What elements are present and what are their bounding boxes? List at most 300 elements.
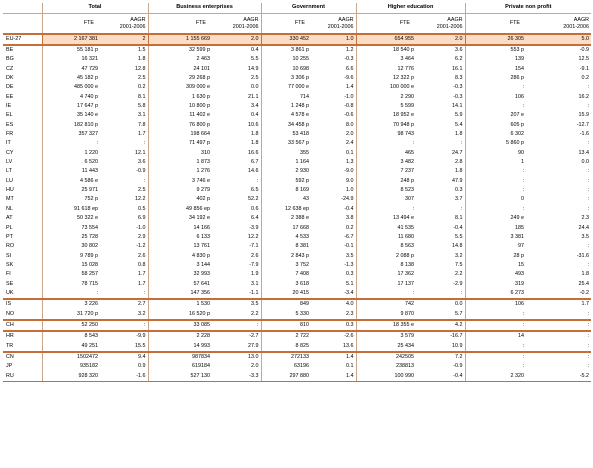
aagr-cell: 0.4 (251, 112, 259, 119)
aagr-cell: -0.9 (136, 168, 146, 175)
fte-cell: 4 533 (261, 233, 311, 242)
aagr-cell: : (526, 320, 591, 331)
aagr-cell: 3.6 (138, 159, 146, 166)
fte-cell: 185 (465, 224, 526, 233)
fte-cell: 11 402 e (148, 111, 212, 120)
fte-cell: 3 226 (42, 299, 100, 309)
aagr-cell: 2.4 (346, 140, 354, 147)
fte-cell: 553 p (465, 45, 526, 55)
aagr-cell: : (526, 331, 591, 341)
aagr-cell: 2.5 (138, 187, 146, 194)
aagr-period: 2001-2006 (232, 23, 259, 30)
country-code-cell: JP (6, 363, 13, 370)
aagr-cell: : (587, 342, 590, 349)
aagr-label: AAGR (573, 17, 590, 24)
fte-cell: 207 e (465, 111, 526, 120)
aagr-cell: 3.1 (251, 280, 259, 287)
aagr-cell: 6.2 (455, 56, 463, 63)
aagr-cell: -0.3 (453, 93, 463, 100)
fte-cell: : (465, 320, 526, 331)
fte-cell: 18 952 e (356, 111, 416, 120)
aagr-cell: 12.2 (135, 196, 146, 203)
table-row (3, 362, 591, 371)
aagr-cell: 1.4 (311, 352, 356, 362)
aagr-cell: -2.6 (311, 331, 356, 341)
fte-cell: 34 192 e (148, 214, 212, 223)
aagr-cell: -1.1 (249, 289, 259, 296)
aagr-cell: -1.2 (136, 243, 146, 250)
aagr-cell: -0.4 (344, 205, 354, 212)
fte-cell: 25 971 (42, 186, 100, 195)
aagr-cell: -7.9 (249, 261, 259, 268)
country-code-cell: IS (3, 299, 42, 309)
aagr-cell: : (587, 84, 590, 91)
aagr-cell: 0.2 (346, 224, 354, 231)
country-code-cell: CH (3, 320, 42, 331)
aagr-cell: 24.7 (452, 149, 463, 156)
table-row (3, 149, 591, 158)
fte-cell: 2 388 e (261, 214, 311, 223)
fte-cell: 319 (465, 280, 526, 289)
aagr-cell: 12.8 (135, 65, 146, 72)
table-body (3, 34, 591, 382)
aagr-cell: 13.0 (212, 352, 261, 362)
country-code-cell: FR (6, 131, 14, 138)
aagr-cell: 14.6 (248, 168, 259, 175)
aagr-cell: 8.3 (455, 75, 463, 81)
aagr-cell: : (212, 320, 261, 331)
fte-cell: 98 743 (356, 130, 416, 139)
country-code-cell: SK (6, 261, 14, 268)
aagr-cell: 7.8 (138, 121, 146, 128)
fte-cell: 58 257 (42, 270, 100, 279)
aagr-cell: -2.7 (212, 331, 261, 341)
fte-cell: 310 (148, 149, 212, 158)
aagr-label: AAGR (243, 17, 259, 24)
aagr-cell: 0.0 (251, 84, 259, 91)
aagr-cell: -7.1 (249, 243, 259, 250)
country-code-cell: DK (6, 75, 14, 81)
fte-cell: 14 993 (148, 342, 212, 352)
aagr-cell: : (587, 196, 590, 203)
table-row (3, 186, 591, 195)
fte-cell: 3 746 e (148, 177, 212, 186)
fte-cell: 2 722 (261, 331, 311, 341)
table-row (3, 372, 591, 382)
aagr-cell: 9.4 (100, 352, 148, 362)
table-row (3, 34, 591, 45)
aagr-cell: -16.7 (416, 331, 465, 341)
aagr-cell: -0.9 (526, 45, 591, 55)
fte-cell: 1 630 p (148, 93, 212, 102)
fte-cell: 355 (261, 149, 311, 158)
country-code-cell: CZ (6, 65, 14, 72)
fte-cell: 307 (356, 196, 416, 205)
aagr-cell: : (144, 140, 146, 147)
aagr-cell: 2.2 (455, 271, 463, 278)
aagr-cell: 16.2 (578, 93, 590, 100)
table-row (3, 331, 591, 341)
table-row (3, 167, 591, 176)
fte-header: FTE (42, 14, 100, 35)
aagr-cell: : (587, 103, 590, 110)
aagr-cell: -1.0 (344, 93, 354, 100)
fte-cell: 20 415 (261, 289, 311, 299)
fte-cell: 2 088 p (356, 252, 416, 261)
fte-cell: 527 130 (148, 372, 212, 382)
aagr-cell: : (461, 289, 463, 296)
fte-cell: 12 776 (356, 65, 416, 74)
fte-cell: 15 028 (42, 261, 100, 270)
country-code-cell: IE (6, 103, 12, 110)
fte-cell: 198 664 (148, 130, 212, 139)
fte-cell: 25 434 (356, 342, 416, 352)
country-code-cell: AT (6, 215, 13, 222)
fte-cell: 248 p (356, 177, 416, 186)
aagr-cell: 0.3 (455, 187, 463, 194)
aagr-cell: : (587, 205, 590, 212)
aagr-cell: 1.9 (251, 271, 259, 278)
fte-cell: 4 586 e (42, 177, 100, 186)
country-code-cell: EE (6, 93, 14, 100)
rd-personnel-table (3, 3, 591, 382)
fte-cell: 9 279 (148, 186, 212, 195)
aagr-cell: 15.5 (135, 342, 146, 349)
fte-cell: 286 p (465, 74, 526, 83)
corner-cell (3, 14, 42, 35)
aagr-cell: -9.9 (100, 331, 148, 341)
fte-cell: 1 155 669 (148, 34, 212, 45)
aagr-cell: -0.2 (579, 289, 590, 296)
fte-cell: : (465, 352, 526, 362)
aagr-cell: 0.2 (138, 84, 146, 91)
table-row (3, 158, 591, 167)
aagr-cell: 12.1 (135, 149, 146, 156)
country-code-cell: LU (6, 177, 13, 184)
aagr-cell: 1.0 (311, 34, 356, 45)
aagr-cell: -1.6 (100, 372, 148, 382)
aagr-cell: 27.9 (248, 342, 259, 349)
aagr-cell: 0.3 (311, 320, 356, 331)
aagr-cell: 5.5 (251, 56, 259, 63)
fte-cell: 43 (261, 196, 311, 205)
aagr-cell: : (587, 243, 590, 250)
aagr-cell: 1.8 (455, 131, 463, 138)
fte-cell: 8 563 (356, 242, 416, 251)
aagr-cell: 1.8 (138, 56, 146, 63)
fte-cell: 7 237 (356, 167, 416, 176)
fte-cell: 10 698 (261, 65, 311, 74)
aagr-cell: 3.5 (346, 252, 354, 259)
aagr-cell: -0.9 (453, 363, 463, 370)
aagr-cell: -0.3 (344, 56, 354, 63)
table-row (3, 270, 591, 279)
fte-cell: 10 255 (261, 55, 311, 64)
fte-cell: 8 543 (42, 331, 100, 341)
group-header-government: Government (261, 3, 356, 14)
fte-cell: 33 567 p (261, 139, 311, 148)
table-row (3, 280, 591, 289)
aagr-cell: -6.7 (344, 233, 354, 240)
aagr-label: AAGR (130, 17, 146, 24)
aagr-cell: 0.9 (138, 363, 146, 370)
fte-cell: 3 144 (148, 261, 212, 270)
fte-cell: 53 418 (261, 130, 311, 139)
table-row (3, 233, 591, 242)
aagr-cell: -3.3 (212, 372, 261, 382)
country-code-cell: EU-27 (3, 34, 42, 45)
aagr-cell: 1.7 (138, 280, 146, 287)
aagr-header (526, 14, 591, 35)
aagr-cell: 4.0 (311, 299, 356, 309)
table-row (3, 65, 591, 74)
country-code-cell: SI (6, 252, 12, 259)
aagr-cell: 6.7 (251, 159, 259, 166)
fte-cell: : (465, 167, 526, 176)
aagr-cell: 4.2 (416, 320, 465, 331)
aagr-cell: 2.0 (251, 363, 259, 370)
country-code-cell: SE (6, 280, 14, 287)
aagr-label: AAGR (447, 17, 463, 24)
country-code-cell: NO (6, 310, 15, 317)
aagr-cell: 3.2 (138, 310, 146, 317)
fte-cell: : (356, 205, 416, 214)
aagr-cell: 6.9 (138, 215, 146, 222)
fte-cell: 33 085 (148, 320, 212, 331)
fte-cell: 31 720 p (42, 310, 100, 320)
aagr-cell: 13.6 (343, 342, 354, 349)
fte-cell: 78 715 (42, 280, 100, 289)
fte-cell: 9 870 (356, 310, 416, 320)
fte-cell: 3 752 (261, 261, 311, 270)
aagr-cell: 2.3 (581, 215, 590, 222)
fte-cell: 4 578 e (261, 111, 311, 120)
aagr-cell: : (587, 177, 590, 184)
fte-cell: 106 (465, 299, 526, 309)
fte-cell: 2 843 p (261, 252, 311, 261)
aagr-cell: 8.1 (138, 93, 146, 100)
fte-cell: : (465, 342, 526, 352)
fte-cell: 91 618 ep (42, 205, 100, 214)
aagr-cell: 2.9 (138, 233, 146, 240)
table-row (3, 139, 591, 148)
fte-cell: : (356, 139, 416, 148)
fte-cell: 592 p (261, 177, 311, 186)
fte-cell: 714 (261, 93, 311, 102)
fte-cell: 182 810 p (42, 121, 100, 130)
aagr-cell: 1.0 (346, 187, 354, 194)
aagr-cell: 3.5 (581, 233, 590, 240)
aagr-cell: : (144, 177, 146, 184)
fte-cell: 70 948 p (356, 121, 416, 130)
aagr-cell: 0.8 (138, 261, 146, 268)
fte-cell: 357 327 (42, 130, 100, 139)
aagr-cell: 6.5 (251, 187, 259, 194)
aagr-cell: 15.9 (578, 112, 590, 119)
country-code-cell: FI (6, 271, 11, 278)
aagr-cell: 5.5 (455, 233, 463, 240)
aagr-cell: 0.5 (138, 205, 146, 212)
aagr-cell: -1.6 (579, 131, 590, 138)
aagr-period: 2001-2006 (327, 23, 354, 30)
aagr-label: AAGR (338, 17, 354, 24)
aagr-cell: 2.0 (212, 34, 261, 45)
fte-cell: 12 638 ep (261, 205, 311, 214)
fte-cell: 605 p (465, 121, 526, 130)
aagr-cell: 14.1 (452, 103, 463, 110)
aagr-cell: 3.7 (455, 196, 463, 203)
fte-cell: 3 861 p (261, 45, 311, 55)
aagr-cell: -2.9 (453, 280, 463, 287)
table-row (3, 242, 591, 251)
aagr-cell: 2.2 (251, 310, 259, 317)
aagr-cell: -9.0 (344, 168, 354, 175)
country-code-cell: CY (6, 149, 14, 156)
aagr-cell: 2.5 (138, 75, 146, 81)
aagr-cell: -12.7 (576, 121, 590, 128)
fte-cell: 0 (465, 196, 526, 205)
fte-cell: 55 181 p (42, 45, 100, 55)
fte-cell: 987834 (148, 352, 212, 362)
table-row (3, 310, 591, 320)
fte-cell: 63196 (261, 362, 311, 371)
aagr-cell: -5.2 (526, 372, 591, 382)
table-row (3, 214, 591, 223)
fte-cell: 2 930 (261, 167, 311, 176)
fte-cell: 76 800 p (148, 121, 212, 130)
aagr-cell: 3.6 (416, 45, 465, 55)
aagr-cell: 7.2 (416, 352, 465, 362)
fte-cell: 32 993 (148, 270, 212, 279)
aagr-cell: 47.9 (452, 177, 463, 184)
fte-cell: 26 305 (465, 34, 526, 45)
aagr-cell: 1.7 (138, 271, 146, 278)
aagr-cell: 0.4 (212, 45, 261, 55)
aagr-cell: 1.4 (346, 84, 354, 91)
fte-cell: 6 520 (42, 158, 100, 167)
fte-cell: 16 520 p (148, 310, 212, 320)
aagr-cell: : (461, 140, 463, 147)
aagr-cell: -31.6 (576, 252, 590, 259)
aagr-cell: 16.6 (248, 149, 259, 156)
table-row (3, 205, 591, 214)
fte-cell: 309 000 e (148, 83, 212, 92)
fte-cell: 10 800 p (148, 102, 212, 111)
aagr-period: 2001-2006 (436, 23, 463, 30)
aagr-cell: 0.0 (416, 299, 465, 309)
fte-cell: 28 p (465, 252, 526, 261)
aagr-cell: -0.8 (344, 103, 354, 110)
aagr-cell: -1.0 (136, 224, 146, 231)
fte-cell: 30 802 (42, 242, 100, 251)
fte-cell: 11 680 (356, 233, 416, 242)
aagr-cell: : (587, 187, 590, 194)
aagr-cell: 5.4 (455, 121, 463, 128)
aagr-cell: 21.1 (248, 93, 259, 100)
fte-cell: 2 290 (356, 93, 416, 102)
country-code-cell: RU (3, 372, 42, 382)
aagr-cell: 1.3 (346, 159, 354, 166)
fte-cell: 9 789 p (42, 252, 100, 261)
fte-cell: 5 330 (261, 310, 311, 320)
aagr-cell: 1.7 (138, 131, 146, 138)
aagr-cell: 1.8 (251, 131, 259, 138)
fte-cell: 1 220 (42, 149, 100, 158)
fte-cell: 8 381 (261, 242, 311, 251)
fte-cell: 17 137 (356, 280, 416, 289)
fte-cell: 147 356 (148, 289, 212, 299)
fte-header: FTE (465, 14, 526, 35)
aagr-cell: 3.8 (346, 215, 354, 222)
fte-cell: 49 251 (42, 342, 100, 352)
aagr-cell: -9.6 (344, 75, 354, 81)
aagr-cell: : (587, 261, 590, 268)
table-row (3, 130, 591, 139)
aagr-cell: 2.3 (346, 310, 354, 317)
fte-cell: 3 381 (465, 233, 526, 242)
fte-cell: 1502472 (42, 352, 100, 362)
fte-cell: 13 494 e (356, 214, 416, 223)
aagr-cell: 2.6 (138, 252, 146, 259)
aagr-cell: 5.1 (346, 280, 354, 287)
fte-cell: : (356, 289, 416, 299)
fte-cell: : (42, 289, 100, 299)
aagr-cell: 2.5 (251, 75, 259, 81)
aagr-cell: 2 (100, 34, 148, 45)
aagr-cell: 14.8 (452, 243, 463, 250)
aagr-cell: : (526, 352, 591, 362)
fte-cell: 17 668 (261, 224, 311, 233)
fte-cell: 1 164 (261, 158, 311, 167)
fte-cell: 6 273 (465, 289, 526, 299)
country-code-cell: DE (6, 84, 14, 91)
aagr-cell: 1.8 (455, 168, 463, 175)
fte-cell: 3 618 (261, 280, 311, 289)
aagr-cell: 3.2 (455, 252, 463, 259)
country-code-cell: PT (6, 233, 13, 240)
fte-cell: 238813 (356, 362, 416, 371)
group-header-private-non-profit: Private non profit (465, 3, 591, 14)
aagr-cell: : (587, 363, 590, 370)
fte-cell: 249 e (465, 214, 526, 223)
aagr-cell: -3.9 (249, 224, 259, 231)
fte-cell: 25 728 (42, 233, 100, 242)
fte-cell: 18 355 e (356, 320, 416, 331)
aagr-cell: 6.6 (346, 65, 354, 72)
fte-cell: 752 p (42, 196, 100, 205)
group-header-total: Total (42, 3, 148, 14)
fte-cell: 71 497 p (148, 139, 212, 148)
aagr-cell: 0.0 (581, 159, 590, 166)
aagr-cell: 1.2 (311, 45, 356, 55)
aagr-cell: : (257, 177, 259, 184)
fte-cell: 8 138 (356, 261, 416, 270)
country-code-cell: HU (6, 187, 14, 194)
aagr-cell: 0.1 (346, 363, 354, 370)
fte-cell: 41 535 (356, 224, 416, 233)
country-code-cell: BG (6, 56, 14, 63)
country-code-cell: MT (6, 196, 14, 203)
table-row (3, 83, 591, 92)
aagr-cell: 8.1 (455, 215, 463, 222)
fte-cell: 100 990 (356, 372, 416, 382)
fte-cell: 619184 (148, 362, 212, 371)
fte-cell: 8 825 (261, 342, 311, 352)
table-row (3, 45, 591, 55)
sub-header-row (3, 14, 591, 35)
fte-cell: 3 306 p (261, 74, 311, 83)
aagr-header (100, 14, 148, 35)
